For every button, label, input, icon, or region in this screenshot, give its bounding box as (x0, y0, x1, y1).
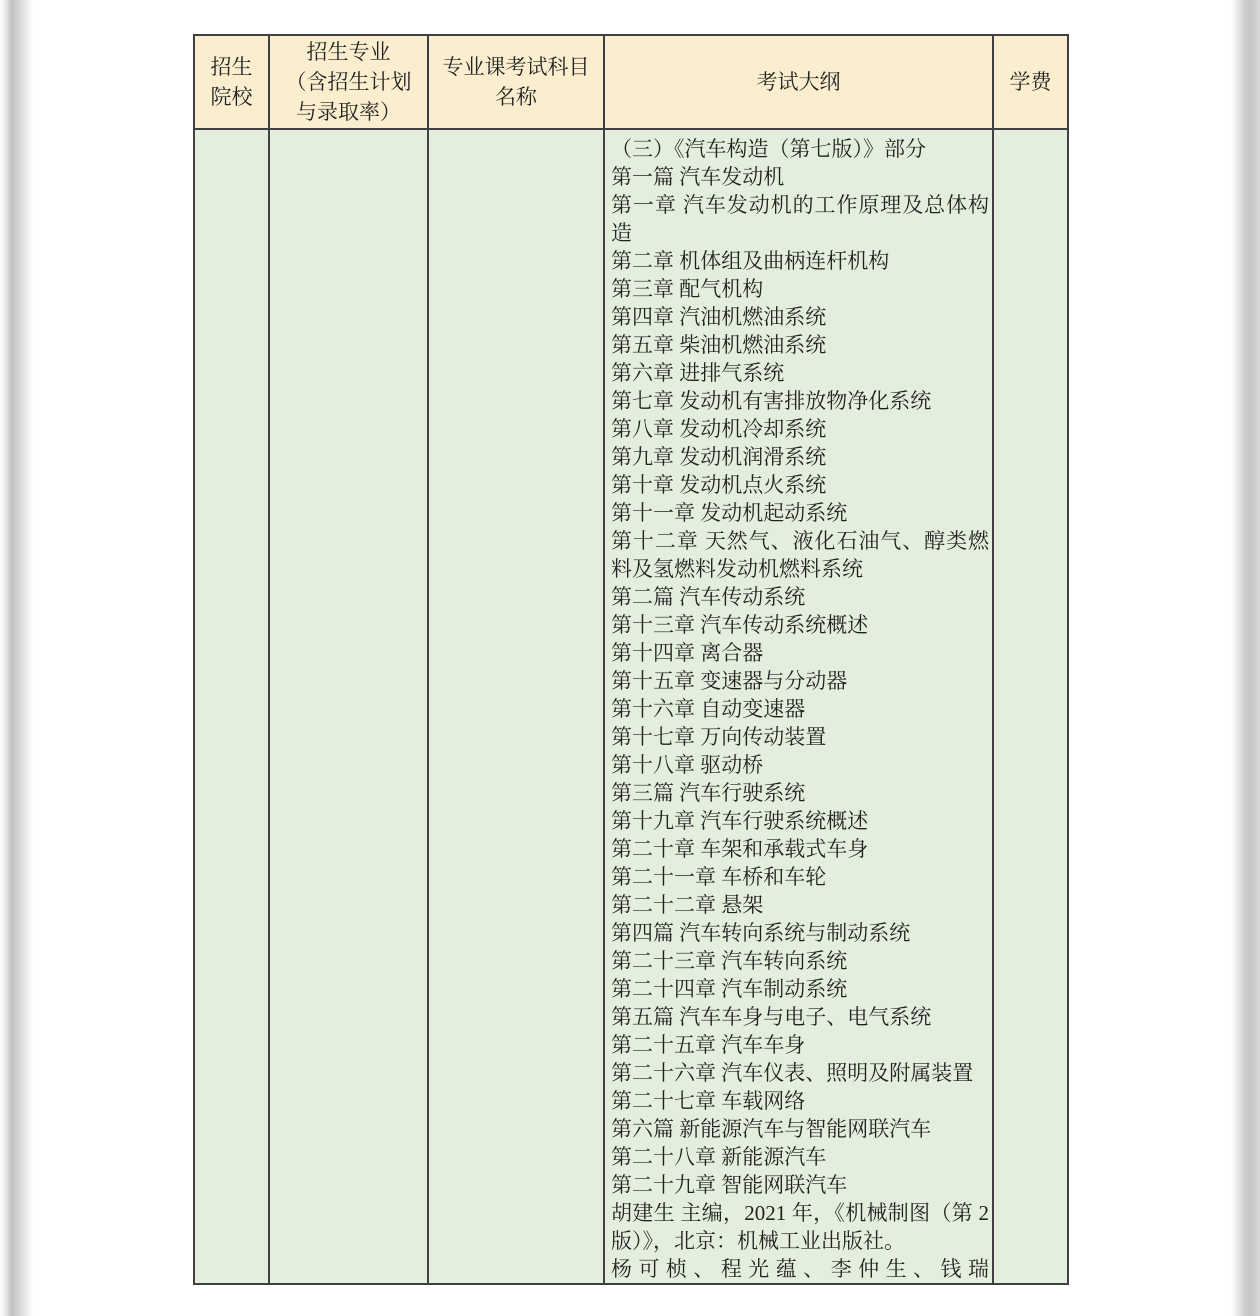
outline-paragraph: 第十四章 离合器 (611, 641, 764, 665)
outline-paragraph: 第四篇 汽车转向系统与制动系统 (611, 921, 911, 945)
admissions-exam-table (193, 34, 1069, 1285)
header-row (194, 35, 1068, 129)
outline-paragraph: 第三章 配气机构 (611, 277, 764, 301)
outline-paragraph: 第二十五章 汽车车身 (611, 1033, 806, 1057)
outline-paragraph: （三）《汽车构造（第七版）》部分 (611, 137, 926, 161)
exam-outline-text (605, 130, 992, 1283)
outline-paragraph: 第十五章 变速器与分动器 (611, 669, 848, 693)
header-line: 名称 (495, 85, 537, 109)
outline-paragraph: 胡建生 主编，2021 年，《机械制图（第 2 版）》，北京：机械工业出版社。 (611, 1201, 989, 1253)
outline-paragraph: 第二十一章 车桥和车轮 (611, 865, 827, 889)
header-cell-school (194, 35, 269, 129)
cell-major (269, 129, 428, 1284)
header-line: 招生专业 (306, 40, 391, 64)
table-row (194, 129, 1068, 1284)
cell-tuition (993, 129, 1068, 1284)
header-line: 招生 (210, 55, 253, 79)
outline-paragraph: 第五篇 汽车车身与电子、电气系统 (611, 1005, 932, 1029)
outline-paragraph: 第十六章 自动变速器 (611, 697, 806, 721)
header-line: （含招生计划 (285, 70, 412, 94)
outline-paragraph: 第二章 机体组及曲柄连杆机构 (611, 249, 890, 273)
header-line: 考试大纲 (756, 70, 841, 94)
outline-paragraph: 第六篇 新能源汽车与智能网联汽车 (611, 1117, 932, 1141)
cell-exam-outline (604, 129, 993, 1284)
outline-paragraph: 第一篇 汽车发动机 (611, 165, 785, 189)
header-cell-exam-subject (428, 35, 604, 129)
outline-paragraph: 第二篇 汽车传动系统 (611, 585, 806, 609)
outline-paragraph: 第九章 发动机润滑系统 (611, 445, 827, 469)
outline-paragraph: 第四章 汽油机燃油系统 (611, 305, 827, 329)
outline-paragraph: 第二十八章 新能源汽车 (611, 1145, 827, 1169)
header-line: 学费 (1009, 70, 1052, 94)
outline-paragraph: 第一章 汽车发动机的工作原理及总体构造 (611, 193, 989, 245)
header-line: 专业课考试科目 (442, 55, 590, 79)
outline-paragraph: 第六章 进排气系统 (611, 361, 785, 385)
outline-paragraph: 第十七章 万向传动装置 (611, 725, 827, 749)
outline-paragraph: 第十章 发动机点火系统 (611, 473, 827, 497)
outline-paragraph: 第十九章 汽车行驶系统概述 (611, 809, 869, 833)
header-line: 院校 (210, 85, 253, 109)
outline-paragraph: 第七章 发动机有害排放物净化系统 (611, 389, 932, 413)
outline-paragraph: 第十三章 汽车传动系统概述 (611, 613, 869, 637)
outline-paragraph: 第二十七章 车载网络 (611, 1089, 806, 1113)
cell-exam-subject (428, 129, 604, 1284)
page-right-shadow (1231, 0, 1260, 1316)
header-cell-tuition (993, 35, 1068, 129)
outline-paragraph: 第三篇 汽车行驶系统 (611, 781, 806, 805)
outline-paragraph: 第十八章 驱动桥 (611, 753, 764, 777)
header-cell-major (269, 35, 428, 129)
cell-school (194, 129, 269, 1284)
outline-paragraph: 第五章 柴油机燃油系统 (611, 333, 827, 357)
outline-paragraph: 第二十三章 汽车转向系统 (611, 949, 848, 973)
outline-paragraph: 第二十六章 汽车仪表、照明及附属装置 (611, 1061, 974, 1085)
outline-paragraph: 第二十四章 汽车制动系统 (611, 977, 848, 1001)
outline-paragraph: 第十二章 天然气、液化石油气、醇类燃料及氢燃料发动机燃料系统 (611, 529, 989, 581)
outline-paragraph: 第十一章 发动机起动系统 (611, 501, 848, 525)
outline-paragraph: 第二十章 车架和承载式车身 (611, 837, 869, 861)
outline-paragraph: 第八章 发动机冷却系统 (611, 417, 827, 441)
outline-paragraph: 第二十二章 悬架 (611, 893, 764, 917)
header-line: 与录取率） (296, 100, 401, 124)
outline-paragraph: 杨可桢、程光蕴、李仲生、钱瑞 (611, 1257, 989, 1281)
header-cell-exam-outline (604, 35, 993, 129)
outline-paragraph: 第二十九章 智能网联汽车 (611, 1173, 848, 1197)
document-page (33, 0, 1231, 1316)
page-left-shadow (0, 0, 33, 1316)
